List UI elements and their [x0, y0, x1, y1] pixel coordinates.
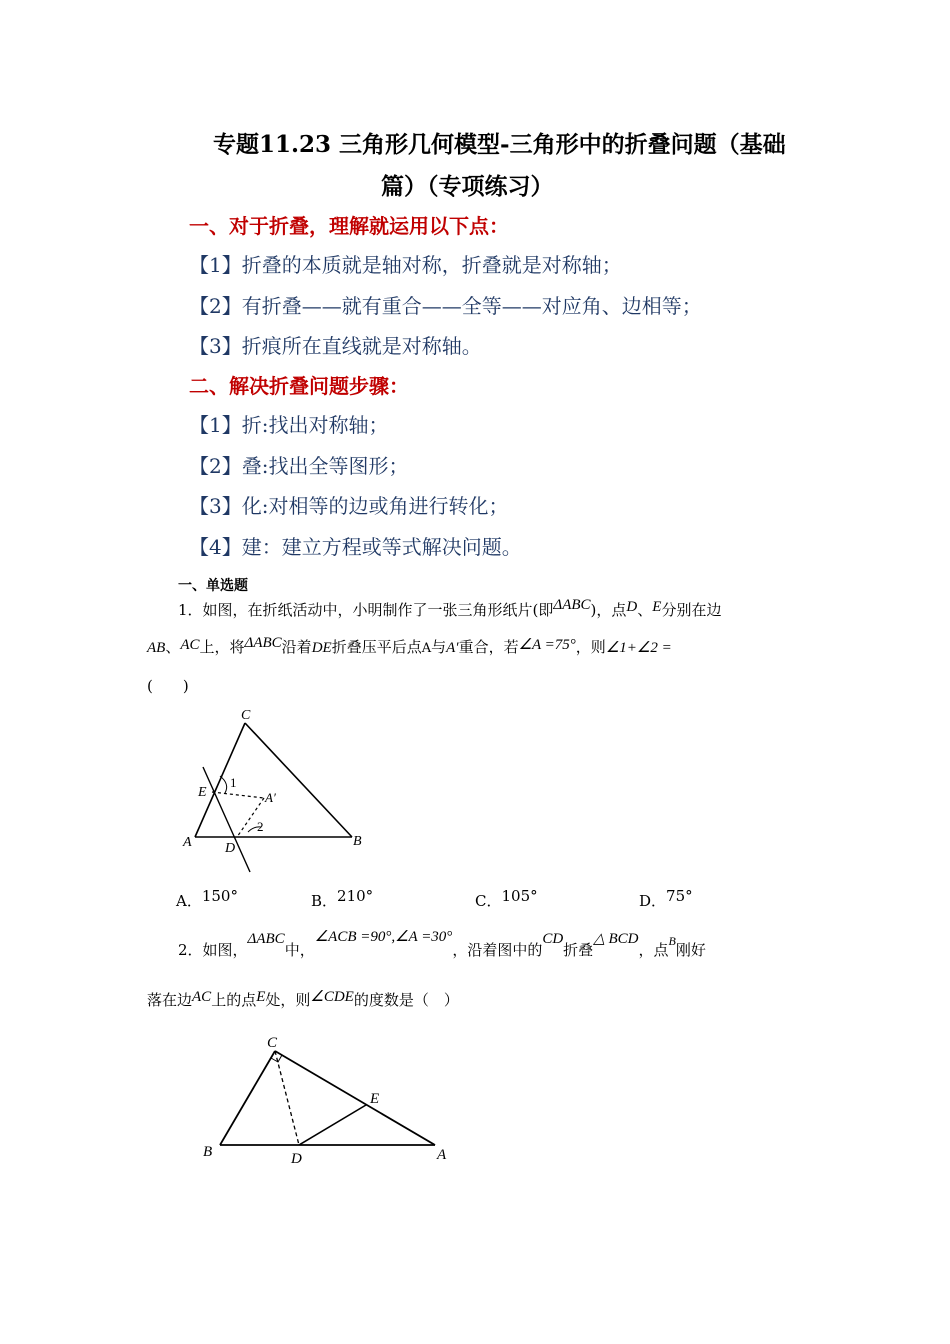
q1-math: DE: [311, 640, 332, 656]
section2-heading: 二、解决折叠问题步骤：: [189, 374, 409, 398]
page-title-line1: 专题11.23 三角形几何模型-三角形中的折叠问题（基础: [213, 131, 786, 158]
q2-text: 的度数是（ ）: [353, 991, 459, 1009]
q1-fig-fold-line: [203, 767, 250, 872]
q2-fig-label-d: D: [291, 1151, 302, 1167]
q1-option-d[interactable]: [639, 887, 693, 911]
q2-fig-label-e: E: [370, 1091, 380, 1107]
section1-point-3: 【3】折痕所在直线就是对称轴。: [189, 334, 482, 358]
q1-text: 1．如图，在折纸活动中，小明制作了一张三角形纸片(即: [178, 601, 554, 619]
q1-text: 、: [637, 601, 653, 619]
q2-fig-side-cb: [220, 1051, 275, 1145]
q1-figure: [175, 700, 375, 880]
q1-fig-label-b: B: [353, 834, 362, 849]
q1-fig-label-1: 1: [230, 775, 237, 790]
q2-line1: [178, 929, 706, 960]
q1-option-a[interactable]: [176, 887, 238, 911]
section2-point-2: 【2】叠:找出全等图形；: [189, 454, 409, 478]
q1-math: D: [626, 599, 638, 615]
q2-fig-dashed-cd: [275, 1051, 299, 1145]
q1-fig-label-d: D: [225, 841, 236, 856]
q2-figure: [195, 1025, 465, 1175]
q1-fig-label-a: A: [183, 835, 192, 850]
q2-text: 上的点: [211, 991, 257, 1009]
q1-option-c-letter: C．: [475, 892, 502, 910]
q2-math: B: [668, 934, 676, 948]
part-heading: 一、单选题: [178, 578, 248, 594]
section1-point-1: 【1】折叠的本质就是轴对称，折叠就是对称轴；: [189, 253, 622, 277]
section2-point-4: 【4】建：建立方程或等式解决问题。: [189, 535, 522, 559]
q2-text: 折叠: [563, 941, 594, 959]
q1-math: AB: [147, 640, 166, 656]
q2-math: ΔABC: [247, 931, 285, 947]
q2-text: 落在边: [147, 991, 193, 1009]
q1-option-d-value: 75°: [666, 887, 693, 905]
q2-fig-label-c: C: [267, 1035, 278, 1051]
q1-math: E: [652, 599, 662, 615]
q2-math: ∠CDE: [310, 989, 354, 1005]
section1-point-2: 【2】有折叠——就有重合——全等——对应角、边相等；: [189, 294, 702, 318]
q1-option-b-value: 210°: [337, 887, 374, 905]
q1-math: ∠A =75°: [518, 637, 576, 653]
q2-text: 刚好: [675, 941, 706, 959]
q1-line3: ( ): [147, 677, 189, 695]
q1-fig-label-e: E: [198, 785, 207, 800]
q1-text: 分别在边: [661, 601, 722, 619]
q1-math: ∠1+∠2 =: [605, 640, 672, 656]
section1-heading: 一、对于折叠，理解就运用以下点：: [189, 214, 509, 238]
q1-option-b[interactable]: [311, 887, 374, 911]
q1-fig-label-c: C: [241, 708, 251, 723]
q2-math: E: [256, 989, 266, 1005]
q1-option-b-letter: B．: [311, 892, 338, 910]
q2-text: 处，则: [265, 991, 311, 1009]
q1-fig-dashed-ea: [212, 792, 264, 798]
q1-text: 、: [165, 638, 181, 656]
q2-text: ，沿着图中的: [452, 941, 543, 959]
q1-text: 重合，若: [458, 638, 519, 656]
q1-math: A: [421, 641, 432, 656]
q1-option-a-letter: A．: [176, 892, 202, 910]
q1-text: 沿着: [281, 638, 312, 656]
q2-text: ，点: [638, 941, 669, 959]
q1-line2: [147, 636, 672, 657]
section2-point-1: 【1】折:找出对称轴；: [189, 413, 389, 437]
section2-point-3: 【3】化:对相等的边或角进行转化；: [189, 494, 509, 518]
q2-fig-line-de: [299, 1105, 366, 1145]
q1-fig-label-2: 2: [257, 819, 264, 834]
q2-math: CD: [542, 931, 564, 947]
q1-option-a-value: 150°: [201, 887, 238, 905]
q2-fig-label-a: A: [437, 1147, 447, 1163]
q1-text: 折叠压平后点: [331, 638, 422, 656]
q2-fig-label-b: B: [203, 1144, 213, 1160]
q1-line1: [178, 599, 721, 620]
q2-fig-side-ca: [275, 1051, 435, 1145]
q2-line2: [147, 989, 459, 1010]
q1-text: 与: [431, 638, 447, 656]
q2-math: AC: [192, 989, 212, 1005]
q1-text: )，点: [590, 601, 627, 619]
q1-fig-side-ac: [195, 723, 245, 837]
q2-math: △ BCD: [593, 931, 639, 947]
q2-text: 2．如图，: [178, 941, 248, 959]
q2-text: 中，: [284, 941, 315, 959]
q1-option-c-value: 105°: [501, 887, 538, 905]
q1-math: ΔABC: [244, 635, 282, 651]
page-title-line2: 篇）（专项练习）: [381, 173, 554, 200]
q1-option-d-letter: D．: [639, 892, 667, 910]
q1-math: AC: [180, 637, 200, 653]
q1-math: ΔABC: [553, 597, 591, 613]
q2-math: ∠ACB =90°,∠A =30°: [314, 929, 453, 945]
q1-option-c[interactable]: [475, 887, 538, 911]
q1-fig-label-a-prime: A′: [265, 790, 276, 805]
q1-text: 上，将: [199, 638, 245, 656]
q1-text: ，则: [575, 638, 606, 656]
q1-math: A′: [446, 640, 459, 656]
